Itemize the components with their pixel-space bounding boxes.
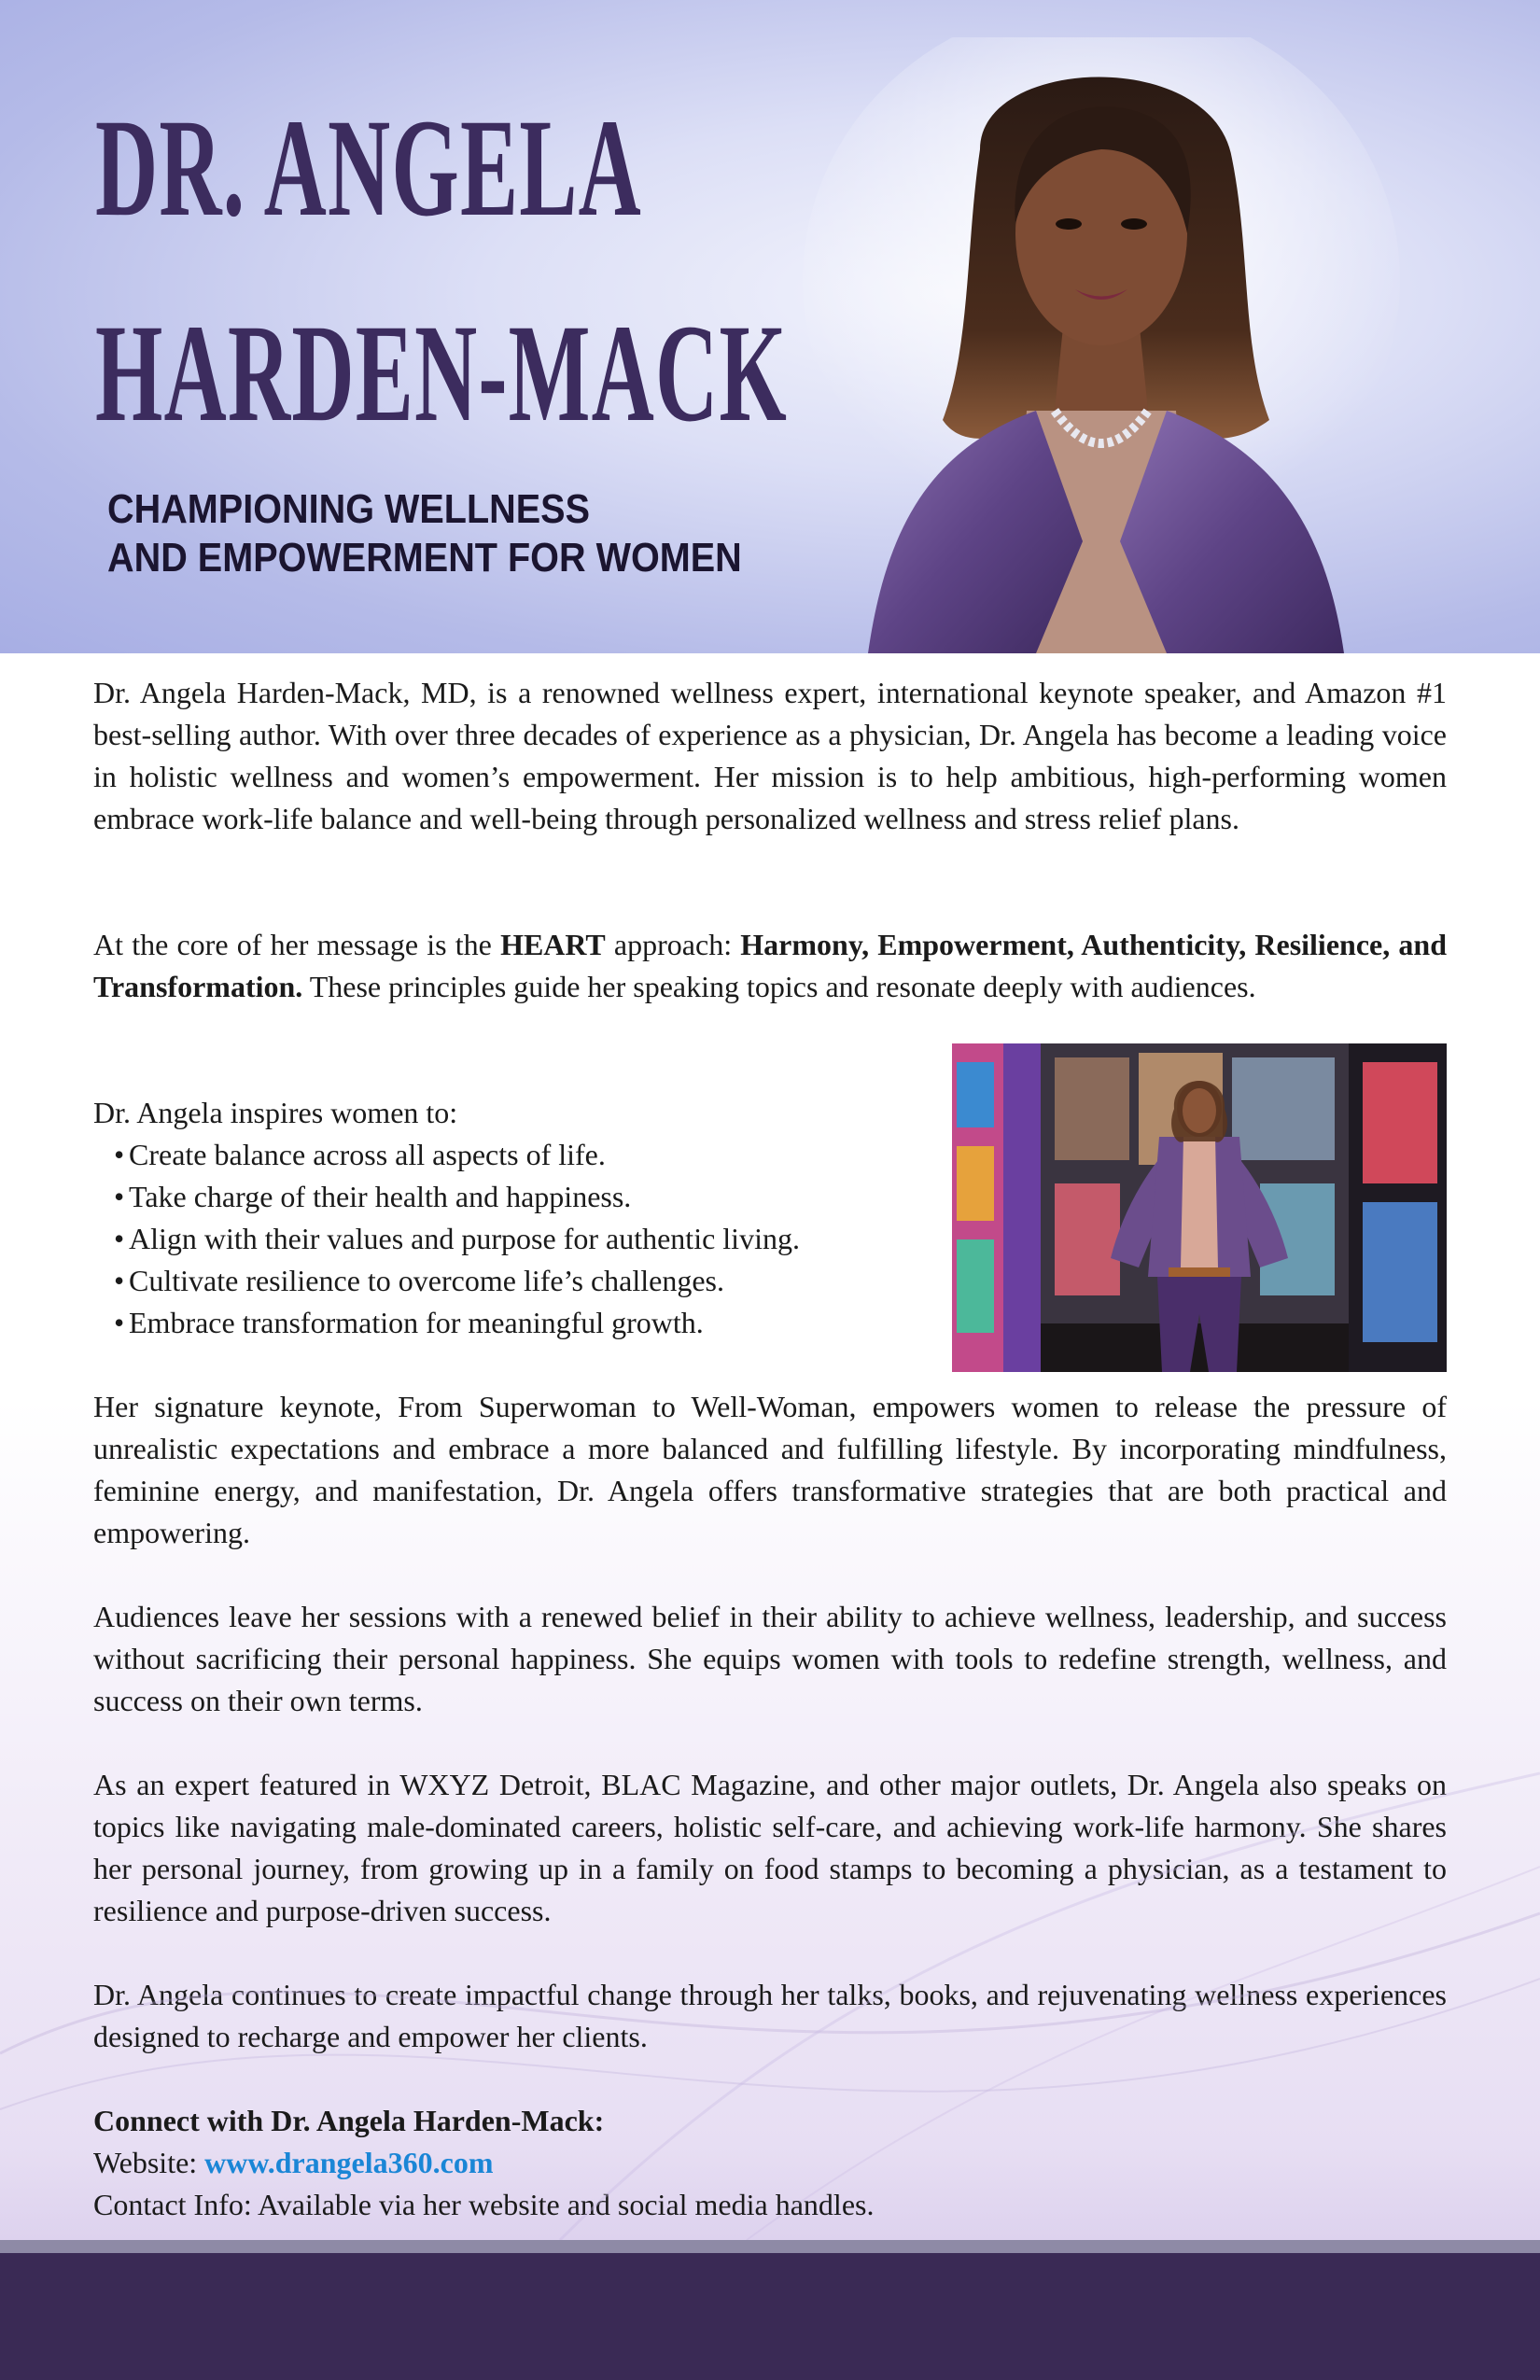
audiences-paragraph: Audiences leave her sessions with a renewed belief in their ability to achieve wellness, leadership, and success without sacrificing their personal happiness. She equips women with tools to redefine strength, wellness, and success on their own terms. [93, 1600, 1447, 1717]
website-label: Website: [93, 2146, 205, 2179]
list-item: • Embrace transformation for meaningful growth. [93, 1302, 933, 1344]
closing-paragraph: Dr. Angela continues to create impactful change through her talks, books, and rejuvenating wellness experiences designed to recharge and empower her clients. [93, 1978, 1447, 2053]
header-banner [0, 0, 1540, 653]
list-item: • Create balance across all aspects of life. [93, 1134, 933, 1176]
footer-bar [0, 2253, 1540, 2380]
inspires-list [93, 1134, 933, 1344]
contact-info: Contact Info: Available via her website and social media handles. [93, 2188, 875, 2221]
list-item: • Take charge of their health and happiness. [93, 1176, 933, 1218]
website-link[interactable]: www.drangela360.com [204, 2146, 494, 2179]
connect-section [93, 2100, 1447, 2226]
inspires-intro: Dr. Angela inspires women to: [93, 1096, 458, 1129]
name-line-1: DR. ANGELA [95, 91, 642, 245]
mural-photo [952, 1043, 1447, 1372]
portrait-photo [803, 37, 1400, 653]
keynote-paragraph: Her signature keynote, From Superwoman to Well-Woman, empowers women to release the pressure of unrealistic expectations and embrace a more balanced and fulfilling lifestyle. By incorporating mindfulness, feminine energy, and manifestation, Dr. Angela offers transformative strategies that are both practical and empowering. [93, 1390, 1447, 1549]
intro-paragraph: Dr. Angela Harden-Mack, MD, is a renowned wellness expert, international keynote speaker, and Amazon #1 best-selling author. With over three decades of experience as a physician, Dr. Angela has become a leading voice in holistic wellness and women’s empowerment. Her mission is to help ambitious, high-performing women embrace work-life balance and well-being through personalized wellness and stress relief plans. [93, 676, 1447, 835]
expert-paragraph: As an expert featured in WXYZ Detroit, BLAC Magazine, and other major outlets, Dr. Angela also speaks on topics like navigating male-dominated careers, holistic self-care, and achieving work-life harmony. She shares her personal journey, from growing up in a family on food stamps to becoming a physician, as a testament to resilience and purpose-driven success. [93, 1768, 1447, 1927]
tagline-line-1: CHAMPIONING WELLNESS [107, 486, 591, 532]
heart-lead: At the core of her message is the [93, 928, 501, 961]
heart-tail: These principles guide her speaking topics and resonate deeply with audiences. [302, 970, 1256, 1003]
footer-stripe [0, 2240, 1540, 2253]
tagline-line-2: AND EMPOWERMENT FOR WOMEN [107, 535, 742, 581]
name-line-2: HARDEN-MACK [95, 296, 789, 451]
list-item: • Cultivate resilience to overcome life’s challenges. [93, 1260, 933, 1302]
heart-principles: Harmony, Empowerment, Authenticity, Resilience, and Transformation. [93, 928, 1448, 1003]
list-item: • Align with their values and purpose for authentic living. [93, 1218, 933, 1260]
connect-heading: Connect with Dr. Angela Harden-Mack: [93, 2104, 605, 2137]
heart-paragraph [93, 924, 1447, 1008]
heart-middle: approach: [605, 928, 741, 961]
heart-keyword: HEART [500, 928, 606, 961]
website-line [93, 2142, 1447, 2184]
inspires-section [93, 1092, 933, 1344]
